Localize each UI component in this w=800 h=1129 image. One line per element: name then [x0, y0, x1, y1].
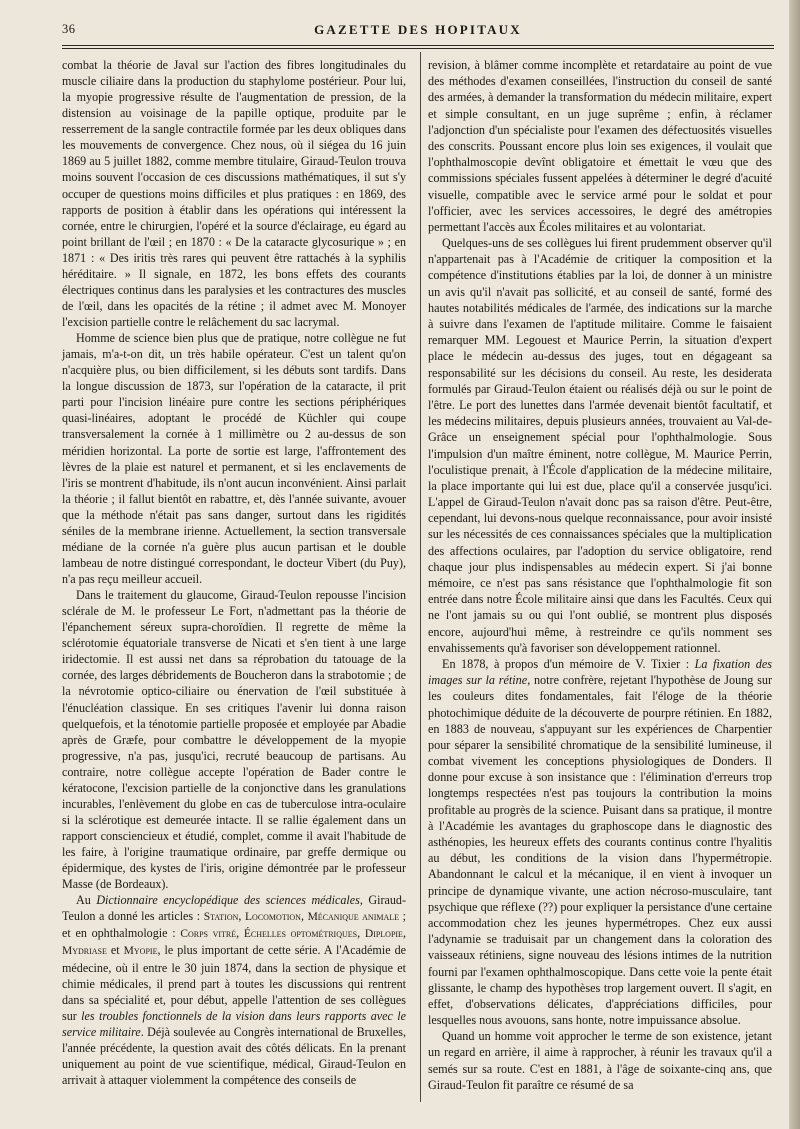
text-run: Au: [76, 893, 97, 908]
header-rule-top: [62, 45, 774, 46]
article-title: Échelles optométriques: [243, 928, 358, 941]
memoir-title: La fixation des images sur la rétine: [428, 656, 772, 688]
separator: ,: [300, 909, 308, 924]
left-paragraph-4: [62, 892, 406, 1088]
right-paragraph-1: revision, à blâmer comme incomplète et retardataire au point de vue des méthodes d'examen conseillées, l'instruction du conseil de santé des armées, à demander la transformation du médecin militaire, expert et simple consultant, en un juge suprême ; enfin, à réclamer l'adjonction d'un spécialiste pour l'examen des défectuosités visuelles des conscrits. Poussant encore plus loin ses exigences, il voulait que l'ophthalmoscopie devînt obligatoire et émettait le vœu que des commissions spéciales fussent appelées à déterminer le degré d'acuité visuelle, compatible avec le service armé pour le soldat et pour l'officier, avec les services accessoires, le degré des amétropies permettant l'accès aux Écoles militaires et au volontariat.: [428, 58, 772, 234]
left-paragraph-2: Homme de science bien plus que de pratique, notre collègue ne fut jamais, m'a-t-on dit, un très habile opérateur. C'est un talent qu'on n'acquière plus, ou bien difficilement, si les débuts sont tardifs. Dans la longue discussion de 1873, sur l'opération de la cataracte, il prit parti pour l'incision linéaire pure contre les sections périphériques quasi-linéaires, adoptant le procédé de Küchler qui coupe transversalement la cornée à 1 millimètre ou 2 au-dessus de son méridien horizontal. La porte de sortie est large, l'affrontement des lèvres de la plaie est naturel et permanent, et si les enclavements de l'iris se montrent d'habitude, ils n'ont aucun inconvénient. Ainsi parlait la théorie ; il fallut bientôt en rabattre, et, dès l'année suivante, avouer que la méthode n'était pas sans danger, surtout dans les rigidités séniles de la membrane irienne. Actuellement, la section transversale médiane de la cornée n'a guère plus aucun partisan et le double lambeau de notre distingué correspondant, le docteur Vibert (du Puy), n'a pas reçu meilleur accueil.: [62, 331, 406, 586]
text-run: ; et en ophthalmologie :: [62, 909, 407, 941]
left-paragraph-3: Dans le traitement du glaucome, Giraud-Teulon repousse l'incision sclérale de M. le professeur Le Fort, n'admettant pas la théorie de l'épanchement séreux supra-choroïdien. Il regrette de même la sclérotomie équatoriale transverse de Nicati et s'en tient à une large iridectomie. Il est aussi net dans sa réprobation du tatouage de la cornée, des larges débridements de Boucheron dans la strabotomie ; de la névrotomie optico-ciliaire ou énervation de l'œil substituée à l'énucléation classique. En ses critiques l'avenir lui donna raison quelquefois, et la ténotomie partielle proposée et employée par Abadie après de Græfe, pour combattre le développement de la myopie progressive, n'a pas, jusqu'ici, recruté beaucoup de partisans. Au contraire, notre collègue accepte l'opération de Bader contre le kératocone, l'excision partielle de la conjonctive dans les granulations incurables, l'enlèvement du globe en cas de tuberculose intra-oculaire si la sclérotique est demeurée intacte. Il se rallie également dans un rapport consciencieux et étudié, complet, comme il avait l'habitude de les faire, à l'origine traumatique ordinaire, par greffe dermique ou épidermique, des kystes de l'iris, origine démontrée par le professeur Masse (de Bordeaux).: [62, 588, 406, 892]
page-edge: [789, 0, 800, 1129]
column-divider: [420, 52, 421, 1102]
dictionary-title: Dictionnaire encyclopédique des sciences médicales: [96, 893, 360, 908]
separator: ,: [238, 909, 246, 924]
article-title: Mydriase: [62, 945, 107, 958]
article-title: Myopie: [123, 945, 158, 958]
right-column: [428, 57, 772, 1093]
article-title: Station: [203, 911, 239, 924]
text-run: En 1878, à propos d'un mémoire de V. Tixier :: [442, 656, 695, 671]
right-paragraph-3: [428, 656, 772, 1028]
separator: ,: [236, 926, 244, 941]
page-number: 36: [62, 22, 76, 36]
communication-title: les troubles fonctionnels de la vision dans leurs rapports avec le service militaire: [62, 1008, 406, 1039]
right-paragraph-2: Quelques-uns de ses collègues lui firent prudemment observer qu'il n'appartenait pas à l'Académie de critiquer la composition et la compétence d'institutions établies par la loi, de donner à un ministre un avis qu'il n'avait pas sollicité, et au conseil de santé, formé des hautes notabilités médicales de l'armée, des indications sur la marche à suivre dans l'examen de l'aptitude militaire. Comme le faisaient remarquer MM. Legouest et Maurice Perrin, la situation d'expert place le médecin au-dessus des juges, tout en dégageant sa responsabilité sur les décisions du conseil. Au reste, les desiderata formulés par Giraud-Teulon étaient ou réalisés déjà ou sur le point de l'être. Le port des lunettes dans l'armée devenait bientôt facultatif, et les médecins militaires, depuis plusieurs années, trouvaient au Val-de-Grâce un enseignement spécial pour l'ophthalmologie. Sous l'impulsion d'un maître éminent, notre collègue, M. Maurice Perrin, l'oculistique prenait, à l'École d'application de la médecine militaire, la place importante qui lui est due, place qu'il a conservée jusqu'ici. L'appel de Giraud-Teulon n'avait donc pas sa raison d'être. Peut-être, cependant, lui devons-nous quelque reconnaissance, pour avoir insisté sur les nécessités de ces connaissances spéciales que la multiplication des affections oculaires, par l'adoption du service obligatoire, rend chaque jour plus indispensables au médecin expert. Si j'ai bonne mémoire, ce n'est pas sans résistance que l'ophthalmologie fit son entrée dans notre École militaire ainsi que dans les Facultés. Ceux qui ne l'ont jamais su ou qui l'ont oublié, se montrent plus disposés encore, aujourd'hui même, à restreindre ce qu'ils nomment ses envahissements qu'à favoriser son développement rationnel.: [428, 236, 772, 655]
separator: ,: [357, 926, 365, 941]
separator: ,: [402, 926, 406, 941]
article-title: Mécanique animale: [307, 911, 400, 924]
header-rule-bottom: [62, 48, 774, 49]
text-run: , le plus important de cette série. A l'Académie de médecine, où il entre le 30 juin 1874, dans la section de physique et chimie médicales, il prend part à toutes les discussions qui rentrent dans sa spécialité et, pour début, appelle l'attention de ses collègues sur: [62, 943, 406, 1023]
text-run: et: [106, 943, 124, 958]
article-title: Corps vitré: [180, 928, 237, 941]
text-run: , notre confrère, rejetant l'hypothèse de Joung sur les couleurs dites fondamentales, fait l'éloge de la théorie photochimique déduite de la découverte de pourpre rétinien. En 1882, en 1883 de nouveau, s'appuyant sur les expériences de Charpentier pour séparer la sensibilité chromatique de la sensibilité lumineuse, il combat vivement les conceptions physiologiques de Donders. Il donne pour excuse à son insistance que : l'élimination d'erreurs trop longtemps respectées n'est pas toujours la contribution la moins profitable au progrès de la science. Puisant dans sa pratique, il montre à l'Académie les avantages du graphoscope dans le diagnostic des asthénopies, les heureux effets des courants continus contre l'hyalitis au début, les conditions de la vision dans l'hypermétropie. Abandonnant le calcul et la mécanique, il en vient à invoquer un principe de dynamique vivante, une action nécroso-musculaire, tant psychique que réflexe (??) pour expliquer la persistance d'une certaine accommodation chez les jeunes hypermétropes. Chez eux aussi l'adynamie se traduisait par un changement dans la coloration des vaisseaux rétiniens, signe nouveau des lésions intimes de la nutrition fourni par l'examen ophthalmoscopique. Dans cette voie la pente était glissante, le champ des hypothèses trop largement ouvert. Il s'agit, en effet, d'observations délicates, d'appréciations difficiles, pour lesquelles nous avouons, sans honte, notre impuissance absolue.: [428, 673, 773, 1028]
left-paragraph-1: combat la théorie de Javal sur l'action des fibres longitudinales du muscle ciliaire dans la production du staphylome postérieur. Pour lui, la myopie progressive résulte de l'augmentation de pression, de la distension au voisinage de la papille optique, produite par le resserrement de la sangle contractile formée par les deux obliques dans les mouvements de convergence. Chez nous, où il siégea du 16 juin 1869 au 5 juillet 1882, comme membre titulaire, Giraud-Teulon trouva moins souvent l'occasion de ces discussions mathématiques, il sut s'y occuper de questions moins difficiles et plus pratiques : en 1869, des rapports de position à établir dans les opérations qui intéressent la cornée, entre le chirurgien, l'opéré et la source d'éclairage, eu égard au point brillant de l'œil ; en 1870 : « De la cataracte glycosurique » ; en 1871 : « Des iritis très rares qui peuvent être rattachés à la syphilis héréditaire. » Il signale, en 1872, les bons effets des courants électriques continus dans les paralysies et les contractures des muscles de l'œil, dans les opacités de la rétine ; il admet avec M. Monoyer l'excision partielle contre le relâchement du sac lacrymal.: [62, 58, 406, 329]
article-title: Diplopie: [364, 928, 403, 941]
text-run: , Giraud-Teulon a donné les articles :: [62, 893, 406, 924]
text-run: . Déjà soulevée au Congrès international de Bruxelles, l'année précédente, la question avait des côtés délicats. En la prenant uniquement au point de vue scientifique, médical, Giraud-Teulon en arrivait à attaquer violemment la compétence des conseils de: [62, 1024, 406, 1087]
article-title: Locomotion: [245, 911, 301, 924]
page-header: [62, 22, 774, 42]
right-paragraph-4: Quand un homme voit approcher le terme de son existence, jetant un regard en arrière, il aime à rapprocher, à réunir les travaux qu'il a semés sur sa route. C'est en 1881, à l'âge de soixante-cinq ans, que Giraud-Teulon fit paraître ce résumé de sa: [428, 1029, 772, 1092]
left-column: [62, 57, 406, 1088]
running-head: GAZETTE DES HOPITAUX: [314, 22, 522, 37]
